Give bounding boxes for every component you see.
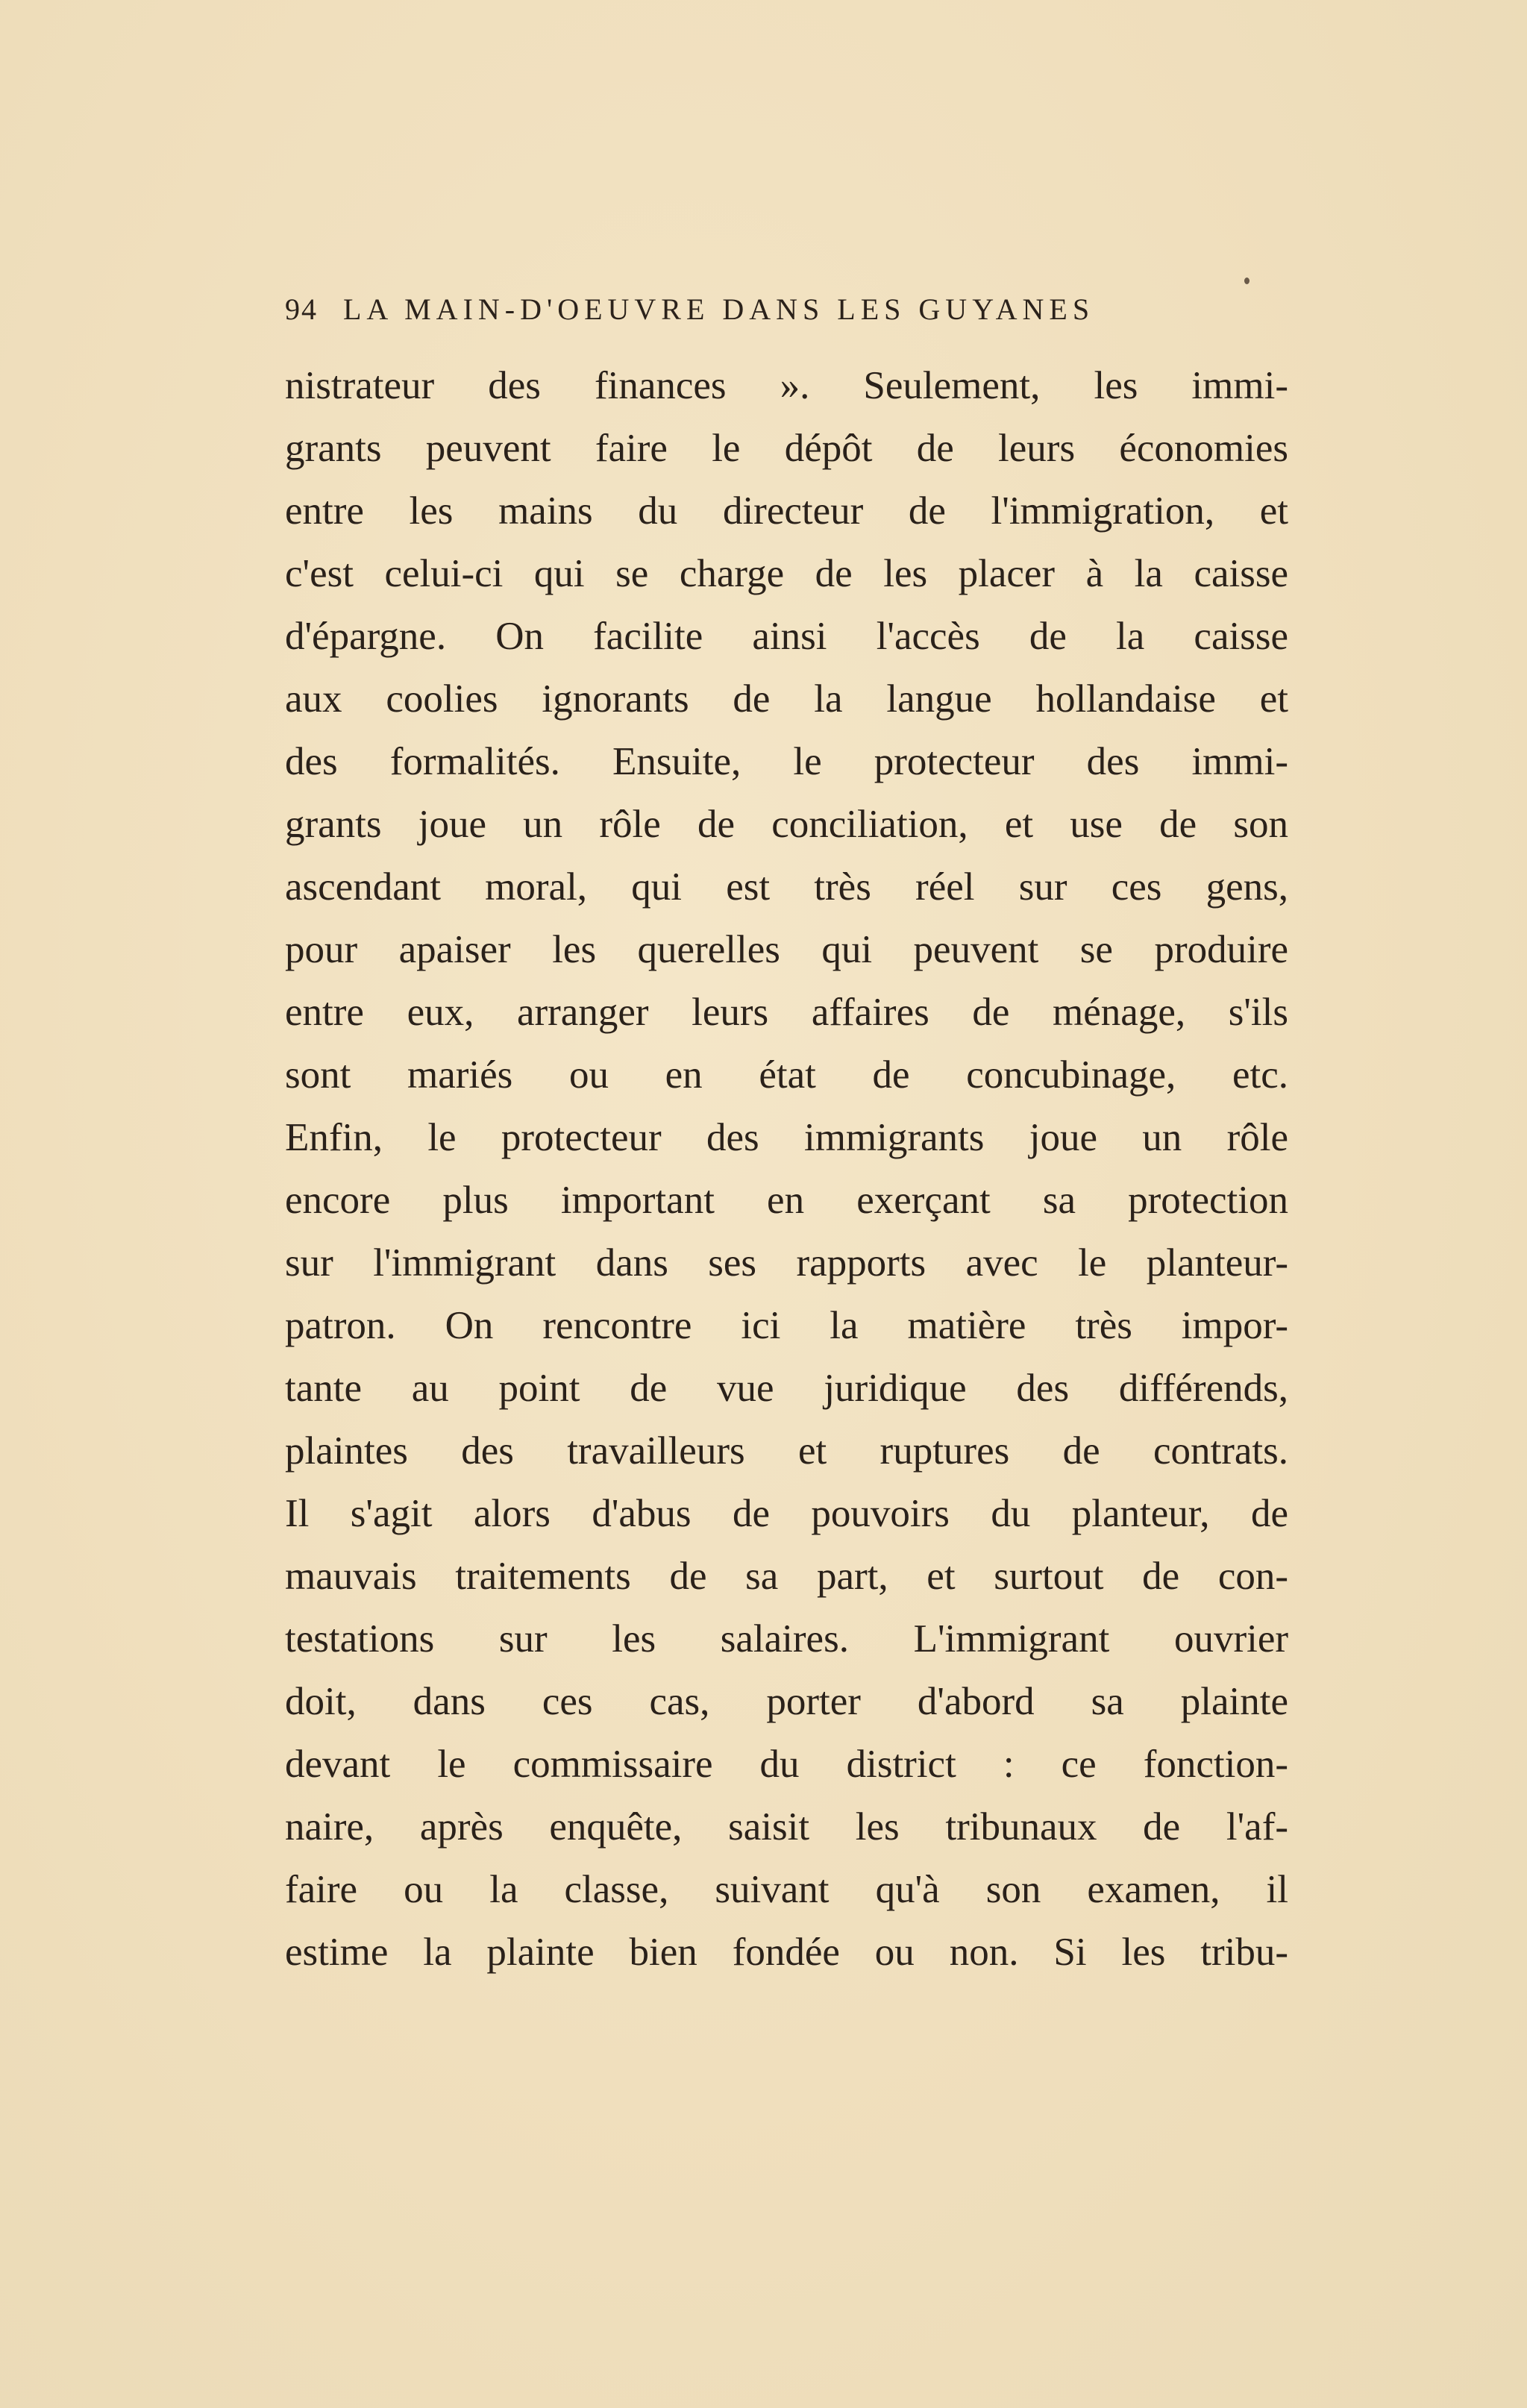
text-line: sur l'immigrant dans ses rapports avec le planteur- bbox=[285, 1241, 1288, 1285]
text-line: faire ou la classe, suivant qu'à son examen, il bbox=[285, 1868, 1288, 1911]
text-line: estime la plainte bien fondée ou non. Si les tribu- bbox=[285, 1931, 1288, 1974]
text-line: mauvais traitements de sa part, et surtout de con- bbox=[285, 1555, 1288, 1598]
text-line: encore plus important en exerçant sa protection bbox=[285, 1179, 1288, 1222]
text-line: doit, dans ces cas, porter d'abord sa plainte bbox=[285, 1680, 1288, 1723]
running-header bbox=[285, 287, 1203, 332]
text-line: Enfin, le protecteur des immigrants joue un rôle bbox=[285, 1116, 1288, 1159]
text-line: ascendant moral, qui est très réel sur ces gens, bbox=[285, 865, 1288, 909]
text-line: plaintes des travailleurs et ruptures de contrats. bbox=[285, 1429, 1288, 1473]
page-number: 94 bbox=[285, 292, 318, 326]
ink-speck bbox=[1244, 278, 1249, 284]
text-line: nistrateur des finances ». Seulement, les immi- bbox=[285, 364, 1288, 407]
text-line: grants joue un rôle de conciliation, et use de son bbox=[285, 803, 1288, 846]
text-line: d'épargne. On facilite ainsi l'accès de la caisse bbox=[285, 615, 1288, 658]
text-line: c'est celui-ci qui se charge de les placer à la caisse bbox=[285, 552, 1288, 595]
text-line: entre eux, arranger leurs affaires de ménage, s'ils bbox=[285, 991, 1288, 1034]
text-line: entre les mains du directeur de l'immigration, et bbox=[285, 489, 1288, 533]
text-line: testations sur les salaires. L'immigrant ouvrier bbox=[285, 1617, 1288, 1661]
text-line: naire, après enquête, saisit les tribunaux de l'af- bbox=[285, 1805, 1288, 1849]
text-line: aux coolies ignorants de la langue hollandaise et bbox=[285, 677, 1288, 721]
running-title: LA MAIN-D'OEUVRE DANS LES GUYANES bbox=[343, 292, 1095, 326]
text-line: pour apaiser les querelles qui peuvent se produire bbox=[285, 928, 1288, 971]
text-line: patron. On rencontre ici la matière très impor- bbox=[285, 1304, 1288, 1347]
text-line: devant le commissaire du district : ce fonction- bbox=[285, 1743, 1288, 1786]
text-line: tante au point de vue juridique des différends, bbox=[285, 1367, 1288, 1410]
text-line: Il s'agit alors d'abus de pouvoirs du planteur, de bbox=[285, 1492, 1288, 1535]
text-line: grants peuvent faire le dépôt de leurs économies bbox=[285, 427, 1288, 470]
body-text bbox=[285, 354, 1288, 1984]
text-line: des formalités. Ensuite, le protecteur des immi- bbox=[285, 740, 1288, 783]
text-line: sont mariés ou en état de concubinage, etc. bbox=[285, 1053, 1288, 1097]
